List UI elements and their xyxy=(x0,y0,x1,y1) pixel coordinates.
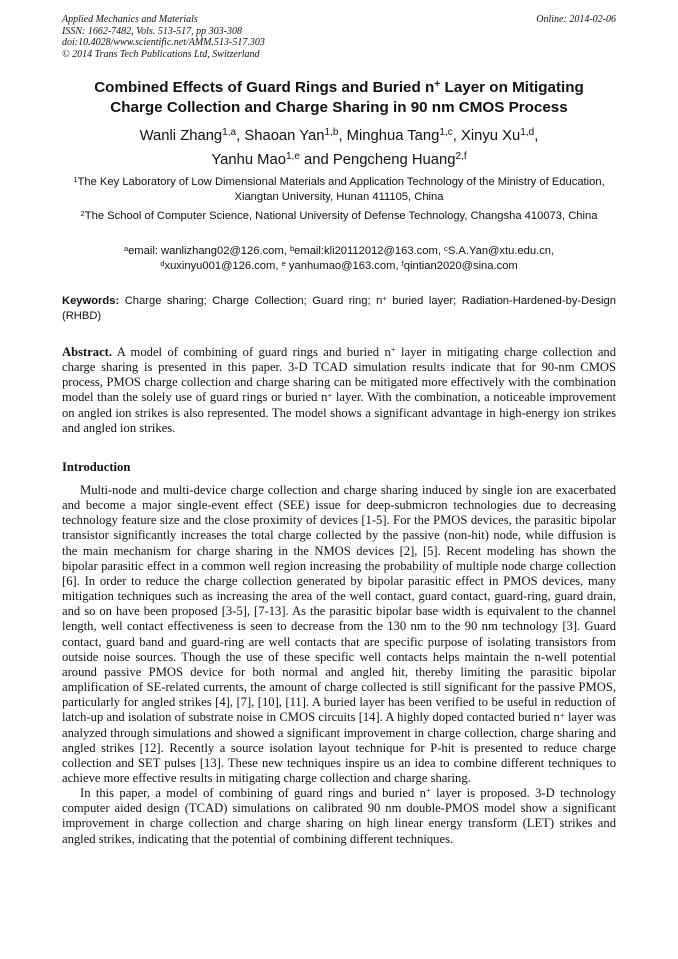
author-name: Shaoan Yan xyxy=(244,128,325,144)
copyright-line: © 2014 Trans Tech Publications Ltd, Switzerland xyxy=(62,48,260,60)
email-link[interactable]: S.A.Yan@xtu.edu.cn, xyxy=(447,245,555,257)
email-line-2: $^d$xuxinyu001@126.com, $^e$ yanhumao@163.com, $^f$qintian2020@sina.com xyxy=(160,258,518,272)
author-name: Yanhu Mao xyxy=(211,152,286,168)
paper-title xyxy=(40,78,638,118)
email-link[interactable]: email: wanlizhang02@126.com, xyxy=(128,245,290,257)
introduction-body xyxy=(62,483,616,847)
abstract-label: Abstract. xyxy=(62,345,113,359)
email-link[interactable]: email:kli20112012@163.com, xyxy=(294,245,445,257)
author-name: Wanli Zhang xyxy=(139,128,223,144)
online-date: Online: 2014-02-06 xyxy=(536,14,616,25)
email-link[interactable]: yanhumao@163.com, xyxy=(285,260,399,272)
author-name: Pengcheng Huang xyxy=(332,152,456,168)
author-line-2: Yanhu Mao$^{1,e}$ and Pengcheng Huang$^{2,f}$ xyxy=(211,151,467,168)
doi-link[interactable]: doi:10.4028/www.scientific.net/AMM.513-517.303 xyxy=(62,37,265,48)
affiliation-2: $^2$The School of Computer Science, National University of Defense Technology, Changsha 410073, China xyxy=(80,208,598,222)
journal-header xyxy=(62,14,616,60)
email-line-1: $^a$email: wanlizhang02@126.com, $^b$email:kli20112012@163.com, $^c$S.A.Yan@xtu.edu.cn, xyxy=(123,243,555,257)
email-link[interactable]: xuxinyu001@126.com, xyxy=(164,260,282,272)
journal-name: Applied Mechanics and Materials xyxy=(62,14,198,25)
paragraph: In this paper, a model of combining of guard rings and buried n+ layer is proposed. 3-D technology computer aided design (TCAD) simulations on calibrated 90 nm double-PMOS model show a significant improvement in charge collection and charge sharing on high linear energy transform (LET) strikes and angled strikes, indicating that the potential of combining different techniques. xyxy=(62,785,616,846)
author-list xyxy=(40,124,638,172)
issn-line: ISSN: 1662-7482, Vols. 513-517, pp 303-308 xyxy=(62,25,242,37)
section-heading: Introduction xyxy=(62,460,131,474)
keywords-label: Keywords: xyxy=(62,295,120,307)
author-name: Xinyu Xu xyxy=(461,128,521,144)
affiliation-1: $^1$The Key Laboratory of Low Dimensional Materials and Application Technology of the Ministry of Education, Xiangtan University, Hunan 411105, China xyxy=(73,174,605,203)
abstract-section: Abstract. A model of combining of guard rings and buried n+ layer in mitigating charge collection and charge sharing is presented in this paper. 3-D TCAD simulation results indicate that for 90-nm CMOS process, PMOS charge collection and charge sharing can be mitigated more effectively with the combination model than the solely use of guard rings or buried n+ layer. With the combination, a noticeable improvement on angled ion strikes is also represented. The model shows a significant advantage in high-energy ion strikes and angled ion strikes. xyxy=(62,344,617,435)
title-line-2: Charge Collection and Charge Sharing in 90 nm CMOS Process xyxy=(110,99,568,116)
author-name: Minghua Tang xyxy=(346,128,440,144)
keywords-section: Keywords: Charge sharing; Charge Collection; Guard ring; n+ buried layer; Radiation-Hardened-by-Design (RHBD) xyxy=(62,293,616,322)
email-link[interactable]: qintian2020@sina.com xyxy=(403,260,518,272)
paragraph: Multi-node and multi-device charge collection and charge sharing induced by single ion are exacerbated and become a major single-event effect (SEE) issue for deep-submicron technologies due to decreasing technology feature size and the close proximity of devices [1-5]. For the PMOS devices, the parasitic bipolar transistor significantly increases the total charge collected by the passive (non-hit) node, while diffusion is the main mechanism for charge sharing in the NMOS devices [2], [5]. Recent modeling has shown the bipolar parasitic effect in a common well region increasing the probability of multiple node charge collection [6]. In order to reduce the charge collection generated by bipolar parasitic effect in PMOS devices, many mitigation techniques such as increasing the area of the well contact, guard contact, guard-ring, guard drain, and so on have been proposed [3-5], [7-13]. As the parasitic bipolar base width is equivalent to the channel length, well contact effectiveness is seen to decrease from the 130 nm to the 90 nm technology [3]. Guard contact, guard band and guard-ring are well contacts that are specific purpose of isolating transistors from outside noise sources. Though the use of these specific well contacts helps maintain the n-well potential around passive PMOS device for both normal and angled hit, thereby limiting the parasitic bipolar amplification of SE-related currents, the amount of charge collected is still significant for the passive PMOS, particularly for angled strikes [4], [7], [10], [11]. A buried layer has been verified to be useful in reduction of latch-up and isolation of substrate noise in CMOS circuits [14]. A highly doped contacted buried n+ layer was analyzed through simulations and showed a significant improvement in charge collection, charge sharing and angled strikes [12]. Recently a source isolation layout technique for P-hit is presented to reduce charge collection and SET pulses [13]. These new techniques inspire us an idea to combine different techniques to achieve more effective results in mitigating charge collection and charge sharing. xyxy=(62,483,616,785)
title-line-1: Combined Effects of Guard Rings and Buried n+ Layer on Mitigating xyxy=(94,79,584,96)
author-line-1: Wanli Zhang$^{1,a}$, Shaoan Yan$^{1,b}$, Minghua Tang$^{1,c}$, Xinyu Xu$^{1,d}$, xyxy=(139,127,539,144)
author-emails xyxy=(62,244,616,274)
